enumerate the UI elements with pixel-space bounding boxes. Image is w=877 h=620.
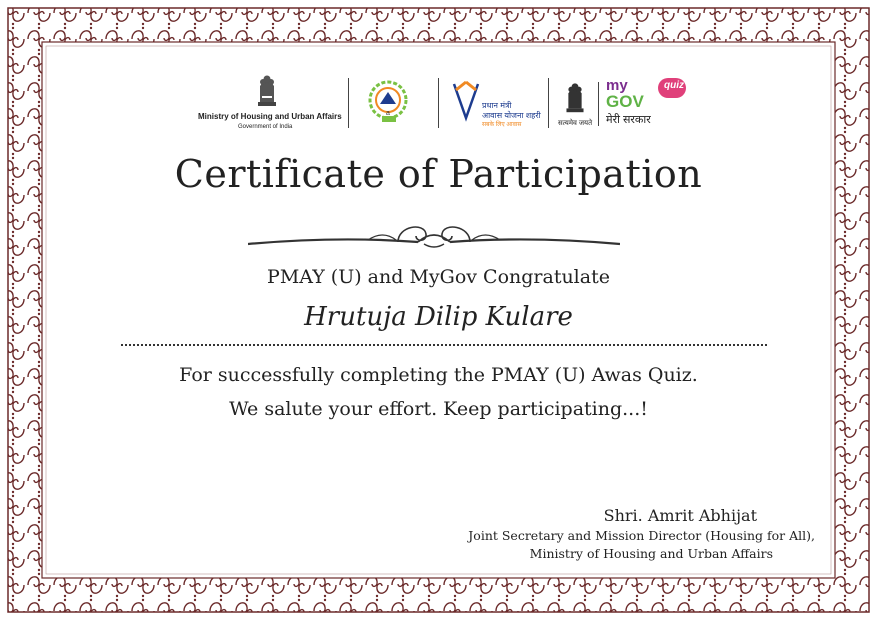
mygov-logo-my: my xyxy=(606,77,628,94)
recipient-name: Hrutuja Dilip Kulare xyxy=(304,302,573,332)
logo-separator xyxy=(438,78,439,128)
mygov-quiz-text: quiz xyxy=(664,80,684,91)
pmay-hindi-text-1: प्रधान मंत्री xyxy=(482,101,512,110)
meri-sarkar-text: मेरी सरकार xyxy=(606,114,651,126)
logo-separator xyxy=(548,78,549,128)
mygov-logo-gov: GOV xyxy=(606,92,644,111)
dotted-divider xyxy=(121,344,767,346)
azadi-logo-icon xyxy=(366,74,410,128)
national-emblem-icon xyxy=(562,80,588,116)
certificate-title: Certificate of Participation xyxy=(174,152,703,196)
pmay-hindi-text-3: सबके लिए आवास xyxy=(482,122,522,128)
satyamev-jayate-text: सत्यमेव जयते xyxy=(558,120,593,127)
signatory-organization: Ministry of Housing and Urban Affairs xyxy=(529,546,773,561)
signatory-role: Joint Secretary and Mission Director (Housing for All), xyxy=(468,528,815,543)
body-line-1: For successfully completing the PMAY (U) Awas Quiz. xyxy=(179,364,698,386)
flourish-divider xyxy=(248,218,620,252)
svg-text:a: a xyxy=(386,110,390,117)
logo-separator xyxy=(598,82,599,126)
national-emblem-icon xyxy=(254,72,280,110)
ministry-name-text: Ministry of Housing and Urban Affairs xyxy=(198,112,342,121)
logo-separator xyxy=(348,78,349,128)
pmay-hindi-text-2: आवास योजना शहरी xyxy=(482,111,541,120)
pmay-house-icon xyxy=(452,78,482,126)
body-line-2: We salute your effort. Keep participating...! xyxy=(229,398,648,420)
government-of-india-text: Government of India xyxy=(238,124,293,130)
signatory-name: Shri. Amrit Abhijat xyxy=(603,506,757,525)
congratulation-line: PMAY (U) and MyGov Congratulate xyxy=(267,266,610,288)
